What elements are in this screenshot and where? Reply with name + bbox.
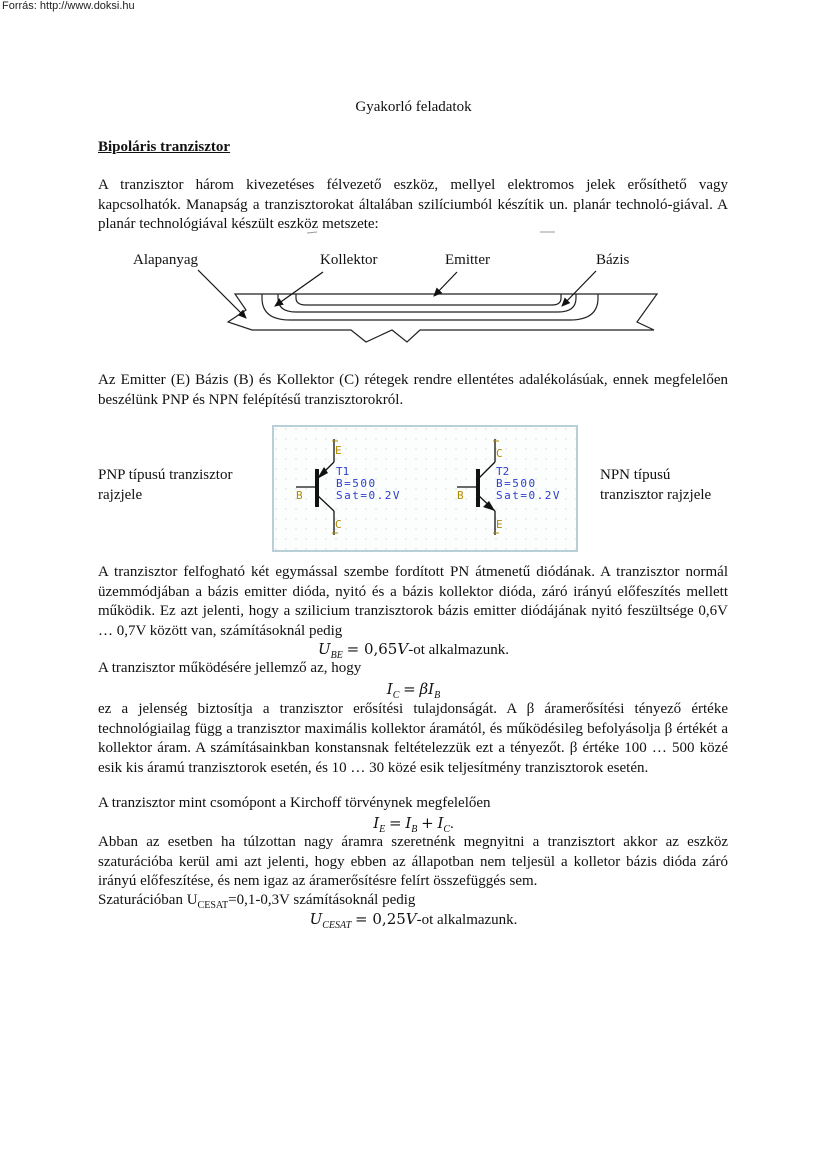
source-url[interactable]: Forrás: http://www.doksi.hu (2, 0, 135, 12)
substrate-outline (228, 294, 657, 342)
t2-sat: Sat=0.2V (496, 489, 561, 502)
label-alapanyag: Alapanyag (133, 252, 198, 268)
t1-name: T1 (336, 465, 350, 478)
t2-name: T2 (496, 465, 510, 478)
beta-paragraph: ez a jelenség biztosítja a tranzisztor erősítési tulajdonságát. A β áramerősítési tényező értéke technológiailag függ a tranzisztor maximális kollektor áramától, és működésileg befolyásolja β értékét a kollektor áram. A számításainkban konstansnak feltételezzük ezt a tényezőt. β értéke 100 … 500 közé esik kis áramú tranzisztorok esetén, és 10 … 30 közé esik teljesítmény tranzisztorok esetén. (98, 701, 728, 776)
equation-ucesat-suffix: -ot alkalmazunk. (416, 912, 518, 928)
npn-caption: NPN típusú tranzisztor rajzjele (600, 467, 712, 503)
t2-beta: B=500 (496, 477, 537, 490)
t1-sat: Sat=0.2V (336, 489, 401, 502)
arrow-kollektor (275, 272, 323, 306)
equation-ube: $U_{BE} = 0,65V-ot$ alkalmazunk. (317, 640, 509, 661)
saturation-paragraph: Abban az esetben ha túlzottan nagy áramra szeretnénk megnyitni a tranzisztort akkor az eszköz szaturációba kerül ami azt jelenti, hogy ebben az állapotban nem teljesül a kolletor bázis dióda záró irányú előfeszítése, és nem igaz az áramerősítésre felírt összefüggés sem. (98, 834, 728, 889)
diode-paragraph: A tranzisztor felfogható két egymással szembe fordított PN átmenetű diódának. A tranzisztor normál üzemmódjában a bázis emitter dióda, nyitó és a bázis kollektor dióda, záró irányú előfeszítés mellett működik. Ez azt jelenti, hogy a szilicium tranzisztorok bázis emitter diódájának nyitó feszültsége 0,6V … 0,7V között van, számításoknál pedig (98, 564, 728, 639)
t2-top-pin: C (496, 447, 503, 460)
label-emitter: Emitter (445, 252, 490, 268)
base-region (278, 294, 576, 312)
equation-ie: $I_E = I_B + I_C$. (373, 814, 454, 835)
arrow-bazis (562, 271, 596, 306)
arrow-emitter (434, 272, 457, 296)
emitter-region (296, 294, 561, 305)
t2-base-pin: B (457, 489, 464, 502)
collector-region (262, 294, 598, 320)
equation-ube-suffix: -ot alkalmazunk. (408, 642, 509, 658)
section-heading: Bipoláris tranzisztor (98, 139, 231, 155)
pnp-caption: PNP típusú tranzisztor rajzjele (98, 467, 233, 503)
intro-paragraph: A tranzisztor három kivezetéses félvezető eszköz, mellyel elektromos jelek erősíthető vagy kapcsolhatók. Manapság a tranzisztorokat általában szilíciumból készítik un. planár technoló-giával. A planár technológiával készült eszköz metszete: (98, 177, 728, 232)
label-bazis: Bázis (596, 252, 630, 268)
page-title: Gyakorló feladatok (355, 99, 472, 115)
t1-bottom-pin: C (335, 518, 342, 531)
label-kollektor: Kollektor (320, 252, 378, 268)
saturation-voltage-line: Szaturációban $U_{CESAT}=0,1-0,3V$ számításoknál pedig (98, 892, 416, 911)
t1-base-pin: B (296, 489, 303, 502)
operation-intro: A tranzisztor működésére jellemző az, hogy (98, 660, 362, 676)
kirchoff-paragraph: A tranzisztor mint csomópont a Kirchoff törvénynek megfelelően (98, 795, 491, 811)
planar-cross-section-diagram (0, 0, 827, 370)
equation-ucesat: $U_{CESAT} = 0,25V-ot$ alkalmazunk. (309, 910, 518, 931)
layers-paragraph: Az Emitter (E) Bázis (B) és Kollektor (C) rétegek rendre ellentétes adalékolásúak, ennek megfelelően beszélünk PNP és NPN felépítésű tranzisztorokról. (98, 372, 728, 408)
transistor-symbols-panel (272, 425, 578, 552)
t1-top-pin: E (335, 444, 342, 457)
t1-beta: B=500 (336, 477, 377, 490)
equation-ic: $I_C = \beta I_B$ (386, 680, 441, 701)
t2-bottom-pin: E (496, 518, 503, 531)
